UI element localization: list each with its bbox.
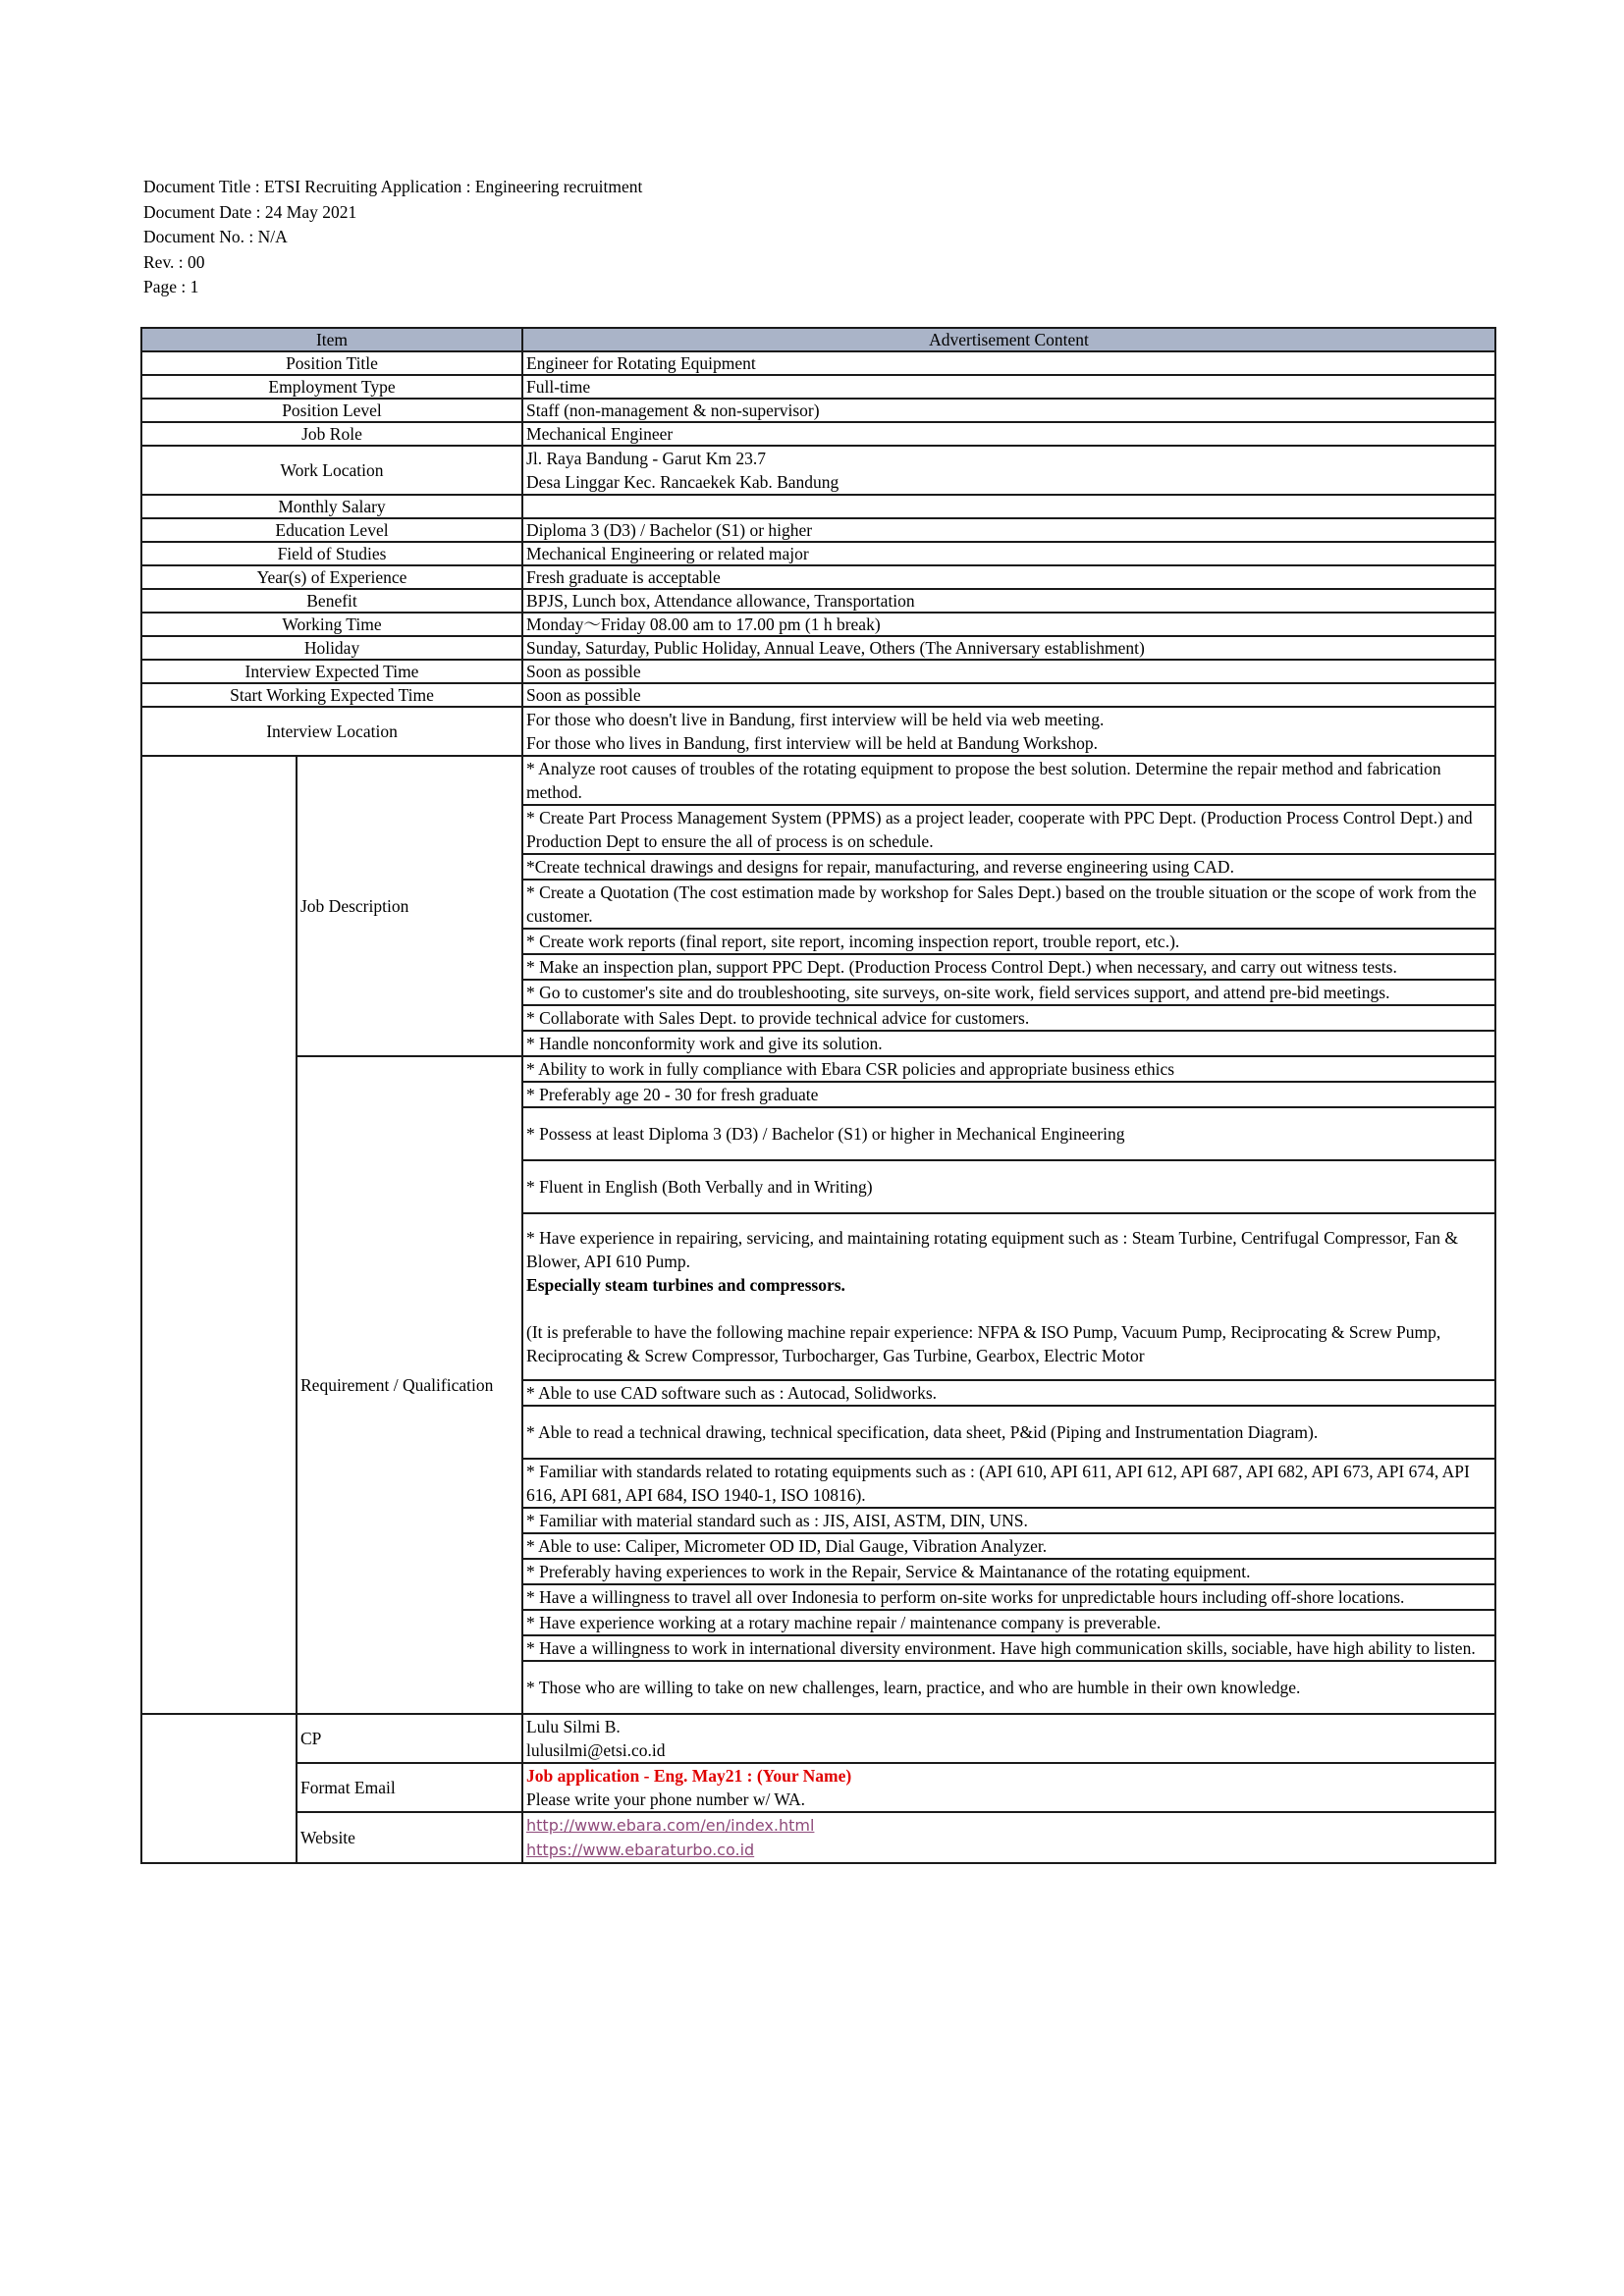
requirement-item: * Familiar with material standard such as : JIS, AISI, ASTM, DIN, UNS. <box>522 1508 1495 1533</box>
row-label: Field of Studies <box>141 542 522 565</box>
row-value: BPJS, Lunch box, Attendance allowance, Transportation <box>522 589 1495 613</box>
contact-row <box>141 1763 1495 1812</box>
header-content: Advertisement Content <box>522 328 1495 351</box>
job-description-item: *Create technical drawings and designs for repair, manufacturing, and reverse engineering using CAD. <box>522 854 1495 880</box>
format-email-note: Please write your phone number w/ WA. <box>526 1789 806 1809</box>
table-row <box>141 446 1495 495</box>
row-label: Work Location <box>141 446 522 495</box>
row-value: Soon as possible <box>522 683 1495 707</box>
advertisement-table <box>140 327 1496 1864</box>
table-row <box>141 707 1495 756</box>
requirement-item: * Able to use: Caliper, Micrometer OD ID, Dial Gauge, Vibration Analyzer. <box>522 1533 1495 1559</box>
row-label: Benefit <box>141 589 522 613</box>
requirement-item: * Fluent in English (Both Verbally and in Writing) <box>522 1160 1495 1213</box>
experience-emphasis: Especially steam turbines and compressors. <box>526 1275 845 1295</box>
row-label: Education Level <box>141 518 522 542</box>
table-row <box>141 683 1495 707</box>
website-link-ebaraturbo[interactable]: https://www.ebaraturbo.co.id <box>526 1841 755 1859</box>
job-description-item: * Create work reports (final report, site report, incoming inspection report, trouble report, etc.). <box>522 929 1495 954</box>
value-line: Jl. Raya Bandung - Garut Km 23.7 <box>526 449 767 468</box>
header-item: Item <box>141 328 522 351</box>
row-label: Interview Expected Time <box>141 660 522 683</box>
document-number: Document No. : N/A <box>143 227 288 246</box>
row-value: Fresh graduate is acceptable <box>522 565 1495 589</box>
row-value: Monday～Friday 08.00 am to 17.00 pm (1 h break) <box>522 613 1495 636</box>
row-label: Year(s) of Experience <box>141 565 522 589</box>
row-value: Full-time <box>522 375 1495 399</box>
row-label: Position Level <box>141 399 522 422</box>
row-value: Mechanical Engineer <box>522 422 1495 446</box>
requirement-item: * Ability to work in fully compliance with Ebara CSR policies and appropriate business ethics <box>522 1056 1495 1082</box>
row-label: Interview Location <box>141 707 522 756</box>
requirement-item-experience <box>522 1213 1495 1380</box>
format-email-label: Format Email <box>297 1763 522 1812</box>
table-row <box>141 375 1495 399</box>
requirement-item: * Preferably having experiences to work in the Repair, Service & Maintanance of the rotating equipment. <box>522 1559 1495 1584</box>
contact-row <box>141 1812 1495 1863</box>
row-value <box>522 707 1495 756</box>
job-description-item: * Analyze root causes of troubles of the rotating equipment to propose the best solution. Determine the repair method and fabrication method. <box>522 756 1495 805</box>
job-description-item: * Make an inspection plan, support PPC Dept. (Production Process Control Dept.) when necessary, and carry out witness tests. <box>522 954 1495 980</box>
website-label: Website <box>297 1812 522 1863</box>
table-row <box>141 518 1495 542</box>
contact-row <box>141 1714 1495 1763</box>
website-value <box>522 1812 1495 1863</box>
format-email-subject: Job application - Eng. May21 : (Your Name) <box>526 1766 852 1786</box>
document-date: Document Date : 24 May 2021 <box>143 201 357 222</box>
job-description-item: * Collaborate with Sales Dept. to provide technical advice for customers. <box>522 1005 1495 1031</box>
document-page: Page : 1 <box>143 277 199 296</box>
row-value <box>522 495 1495 518</box>
row-value: Mechanical Engineering or related major <box>522 542 1495 565</box>
value-line: Desa Linggar Kec. Rancaekek Kab. Bandung <box>526 472 839 492</box>
row-label: Start Working Expected Time <box>141 683 522 707</box>
requirement-item: * Have a willingness to travel all over Indonesia to perform on-site works for unpredictable hours including off-shore locations. <box>522 1584 1495 1610</box>
requirement-label: Requirement / Qualification <box>297 1056 522 1714</box>
cp-email[interactable]: lulusilmi@etsi.co.id <box>526 1740 666 1760</box>
requirement-row <box>141 1056 1495 1082</box>
cp-name: Lulu Silmi B. <box>526 1717 621 1736</box>
format-email-value <box>522 1763 1495 1812</box>
table-row <box>141 399 1495 422</box>
cp-label: CP <box>297 1714 522 1763</box>
requirement-item: * Able to use CAD software such as : Autocad, Solidworks. <box>522 1380 1495 1406</box>
requirement-item: * Able to read a technical drawing, technical specification, data sheet, P&id (Piping and Instrumentation Diagram). <box>522 1406 1495 1459</box>
row-value: Diploma 3 (D3) / Bachelor (S1) or higher <box>522 518 1495 542</box>
row-label: Working Time <box>141 613 522 636</box>
table-row <box>141 660 1495 683</box>
job-description-item: * Handle nonconformity work and give its solution. <box>522 1031 1495 1056</box>
blank-contact-cell <box>141 1714 297 1863</box>
requirement-item: * Possess at least Diploma 3 (D3) / Bachelor (S1) or higher in Mechanical Engineering <box>522 1107 1495 1160</box>
row-label: Monthly Salary <box>141 495 522 518</box>
row-label: Position Title <box>141 351 522 375</box>
document-header <box>143 175 642 300</box>
table-row <box>141 351 1495 375</box>
value-line: For those who lives in Bandung, first interview will be held at Bandung Workshop. <box>526 733 1099 753</box>
document-title: Document Title : ETSI Recruiting Application : Engineering recruitment <box>143 177 643 196</box>
row-value: Sunday, Saturday, Public Holiday, Annual Leave, Others (The Anniversary establishment) <box>522 636 1495 660</box>
spacer <box>526 1297 1491 1320</box>
table-row <box>141 589 1495 613</box>
requirement-item: * Have a willingness to work in international diversity environment. Have high communication skills, sociable, have high ability to listen. <box>522 1635 1495 1661</box>
requirement-item: * Have experience working at a rotary machine repair / maintenance company is preverable. <box>522 1610 1495 1635</box>
table-row <box>141 422 1495 446</box>
table-row <box>141 565 1495 589</box>
job-description-item: * Go to customer's site and do troubleshooting, site surveys, on-site work, field services support, and attend pre-bid meetings. <box>522 980 1495 1005</box>
table-row <box>141 636 1495 660</box>
experience-note: (It is preferable to have the following machine repair experience: NFPA & ISO Pump, Vacuum Pump, Reciprocating & Screw Pump, Reciprocating & Screw Compressor, Turbocharger, Gas Turbine, Gearbox, Electric Motor <box>526 1322 1441 1365</box>
requirement-item: * Familiar with standards related to rotating equipments such as : (API 610, API 611, API 612, API 687, API 682, API 673, API 674, API 616, API 681, API 684, ISO 1940-1, ISO 10816). <box>522 1459 1495 1508</box>
row-value: Soon as possible <box>522 660 1495 683</box>
row-label: Employment Type <box>141 375 522 399</box>
row-label: Holiday <box>141 636 522 660</box>
row-value: Staff (non-management & non-supervisor) <box>522 399 1495 422</box>
table-row <box>141 613 1495 636</box>
job-description-label: Job Description <box>297 756 522 1056</box>
cp-value <box>522 1714 1495 1763</box>
row-label: Job Role <box>141 422 522 446</box>
table-row <box>141 542 1495 565</box>
requirement-item: * Preferably age 20 - 30 for fresh graduate <box>522 1082 1495 1107</box>
job-description-item: * Create a Quotation (The cost estimation made by workshop for Sales Dept.) based on the trouble situation or the scope of work from the customer. <box>522 880 1495 929</box>
table-row <box>141 495 1495 518</box>
row-value <box>522 446 1495 495</box>
website-link-ebara[interactable]: http://www.ebara.com/en/index.html <box>526 1816 815 1835</box>
blank-section-cell <box>141 756 297 1714</box>
job-description-item: * Create Part Process Management System (PPMS) as a project leader, cooperate with PPC Dept. (Production Process Control Dept.) and Production Dept to ensure the all of process is on schedule. <box>522 805 1495 854</box>
row-value: Engineer for Rotating Equipment <box>522 351 1495 375</box>
document-revision: Rev. : 00 <box>143 251 205 272</box>
experience-text: * Have experience in repairing, servicing, and maintaining rotating equipment such as : Steam Turbine, Centrifugal Compressor, Fan & Blower, API 610 Pump. <box>526 1228 1458 1271</box>
requirement-item: * Those who are willing to take on new challenges, learn, practice, and who are humble in their own knowledge. <box>522 1661 1495 1714</box>
job-description-row <box>141 756 1495 805</box>
value-line: For those who doesn't live in Bandung, first interview will be held via web meeting. <box>526 710 1105 729</box>
